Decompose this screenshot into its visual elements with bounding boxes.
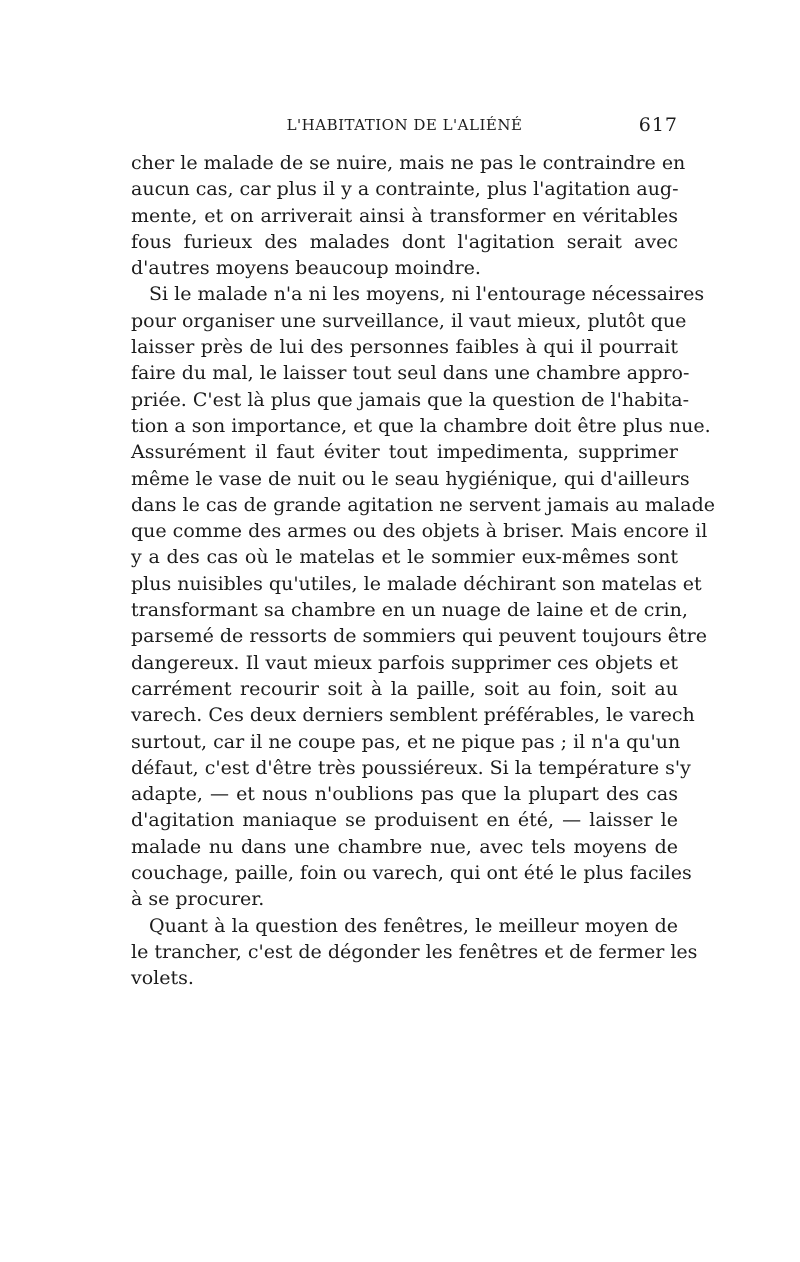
text-line: carrément recourir soit à la paille, soit au foin, soit au <box>131 677 678 700</box>
text-line: transformant sa chambre en un nuage de laine et de crin, <box>131 599 688 622</box>
text-line: dans le cas de grande agitation ne servent jamais au malade <box>131 493 715 516</box>
text-line: défaut, c'est d'être très poussiéreux. Si la température s'y <box>131 756 691 779</box>
text-line: parsemé de ressorts de sommiers qui peuvent toujours être <box>131 625 707 648</box>
text-line: dangereux. Il vaut mieux parfois supprimer ces objets et <box>131 651 678 674</box>
paragraph <box>131 913 698 992</box>
text-line: même le vase de nuit ou le seau hygiénique, qui d'ailleurs <box>131 467 690 490</box>
text-line: le trancher, c'est de dégonder les fenêtres et de fermer les <box>131 940 698 963</box>
text-line: à se procurer. <box>131 888 265 911</box>
text-line: fous furieux des malades dont l'agitation serait avec <box>131 230 678 253</box>
text-line: adapte, — et nous n'oublions pas que la plupart des cas <box>131 783 678 806</box>
text-line: Quant à la question des fenêtres, le meilleur moyen de <box>149 914 678 937</box>
text-line: d'agitation maniaque se produisent en été, — laisser le <box>131 809 678 832</box>
running-title: L'HABITATION DE L'ALIÉNÉ <box>286 116 523 134</box>
body-text <box>131 150 715 992</box>
text-line: faire du mal, le laisser tout seul dans une chambre appro- <box>131 362 690 385</box>
text-line: que comme des armes ou des objets à briser. Mais encore il <box>131 520 708 543</box>
text-line: surtout, car il ne coupe pas, et ne pique pas ; il n'a qu'un <box>131 730 681 753</box>
text-line: varech. Ces deux derniers semblent préférables, le varech <box>131 704 695 727</box>
text-line: cher le malade de se nuire, mais ne pas le contraindre en <box>131 152 686 174</box>
paragraph <box>131 281 715 912</box>
text-line: aucun cas, car plus il y a contrainte, plus l'agitation aug- <box>131 178 679 201</box>
text-line: Assurément il faut éviter tout impedimenta, supprimer <box>131 441 678 464</box>
text-line: y a des cas où le matelas et le sommier eux-mêmes sont <box>131 546 678 569</box>
text-line: pour organiser une surveillance, il vaut mieux, plutôt que <box>131 309 687 332</box>
text-line: couchage, paille, foin ou varech, qui ont été le plus faciles <box>131 862 692 885</box>
paragraph <box>131 150 686 281</box>
text-line: priée. C'est là plus que jamais que la question de l'habita- <box>131 388 690 411</box>
text-line: mente, et on arriverait ainsi à transformer en véritables <box>131 204 678 227</box>
text-line: plus nuisibles qu'utiles, le malade déchirant son matelas et <box>131 572 702 595</box>
text-line: malade nu dans une chambre nue, avec tels moyens de <box>131 835 678 858</box>
page-number: 617 <box>638 114 678 136</box>
text-line: laisser près de lui des personnes faibles à qui il pourrait <box>131 336 678 359</box>
text-line: Si le malade n'a ni les moyens, ni l'entourage nécessaires <box>149 283 705 306</box>
running-header <box>131 116 678 140</box>
text-line: d'autres moyens beaucoup moindre. <box>131 257 481 280</box>
text-line: volets. <box>131 967 194 990</box>
text-line: tion a son importance, et que la chambre doit être plus nue. <box>131 414 711 437</box>
